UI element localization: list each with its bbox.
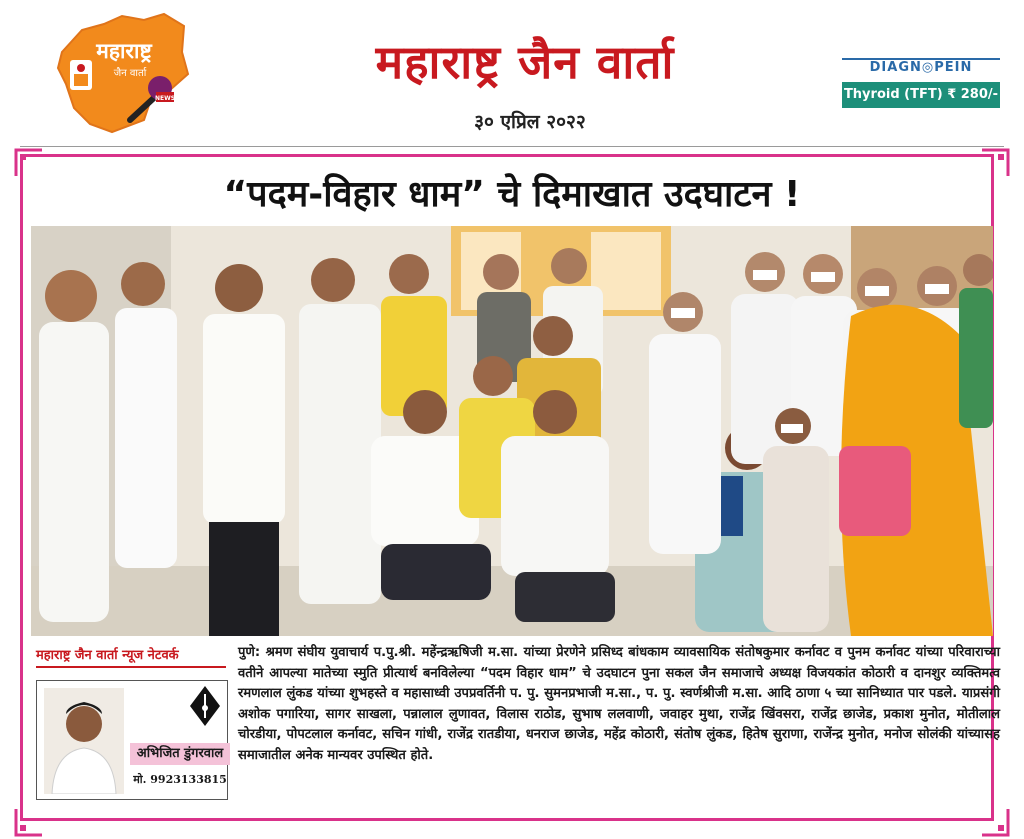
masthead-divider	[20, 146, 1004, 147]
event-group-photo[interactable]	[31, 226, 993, 636]
jain-emblem-icon	[70, 60, 92, 90]
reporter-photo	[44, 688, 124, 794]
frame-corner-ornament	[14, 807, 44, 837]
ad-offer: Thyroid (TFT) ₹ 280/-	[842, 82, 1000, 108]
issue-date: ३० एप्रिल २०२२	[474, 111, 586, 133]
person-figure	[299, 258, 381, 604]
masthead-title: महाराष्ट्र जैन वार्ता	[375, 35, 675, 89]
article-body: पुणे: श्रमण संघीय युवाचार्य प.पु.श्री. महेंन्द्रऋषिजी म.सा. यांच्या प्रेरणेने प्रसिध्द बांधकाम व्यावसायिक संतोषकुमार कर्नावट व पुनम कर्नावट यांच्या परिवाराच्या वतीने आपल्या मातेच्या स्मुति प्रीत्यार्थ बनविलेल्या “पदम विहार धाम” चे उदघाटन पुना सकल जैन समाजाचे अध्यक्ष विजयकांत कोठारी व दानशुर व्यक्तिमत्व रमणलाल लुंकड यांच्या शुभहस्ते व महासाध्वी उपप्रवर्तिनी प. पु. सुमनप्रभाजी म.सा., प. पु. स्वर्णश्रीजी म.सा. आदि ठाणा ५ च्या सानिध्यात पार पडले. याप्रसंगी अशोक पगारिया, सागर साखला, पन्नालाल लुणावत, विलास राठोड, सुभाष ललवाणी, जवाहर मुथा, राजेंद्र खिंवसरा, राजेंद्र छाजेड, प्रकाश मुनोत, मोतीलाल चोरडीया, पोपटलाल कर्नावट, सचिन गांधी, राजेंद्र रातडीया, धनराज छाजेड, महेंद्र कोठारी, संतोष लुंकड, हितेष सुराणा, राजेंन्द्र मुनोत, मनोज सोलंकी यांच्यासह समाजातील अनेक मान्यवर उपस्थित होते.	[238, 645, 1000, 763]
article-headline: “पदम-विहार धाम” चे दिमाखात उदघाटन !	[223, 174, 801, 215]
logo-title: महाराष्ट्र	[96, 39, 152, 63]
reporter-phone: मो. 9923133815	[133, 773, 227, 786]
byline-underline	[36, 666, 226, 668]
reporter-name: अभिजित डुंगरवाल	[130, 743, 230, 765]
logo-subtitle: जैन वार्ता	[113, 68, 147, 79]
ad-brand: DIAGN◎PEIN	[869, 60, 973, 75]
masthead-logo	[52, 12, 192, 134]
logo-badge: NEWS	[154, 95, 176, 102]
frame-corner-ornament	[980, 807, 1010, 837]
news-network-label: महाराष्ट्र जैन वार्ता न्यूज नेटवर्क	[36, 648, 179, 663]
fountain-pen-icon	[186, 684, 224, 728]
person-figure	[39, 270, 109, 622]
person-figure	[203, 264, 285, 636]
